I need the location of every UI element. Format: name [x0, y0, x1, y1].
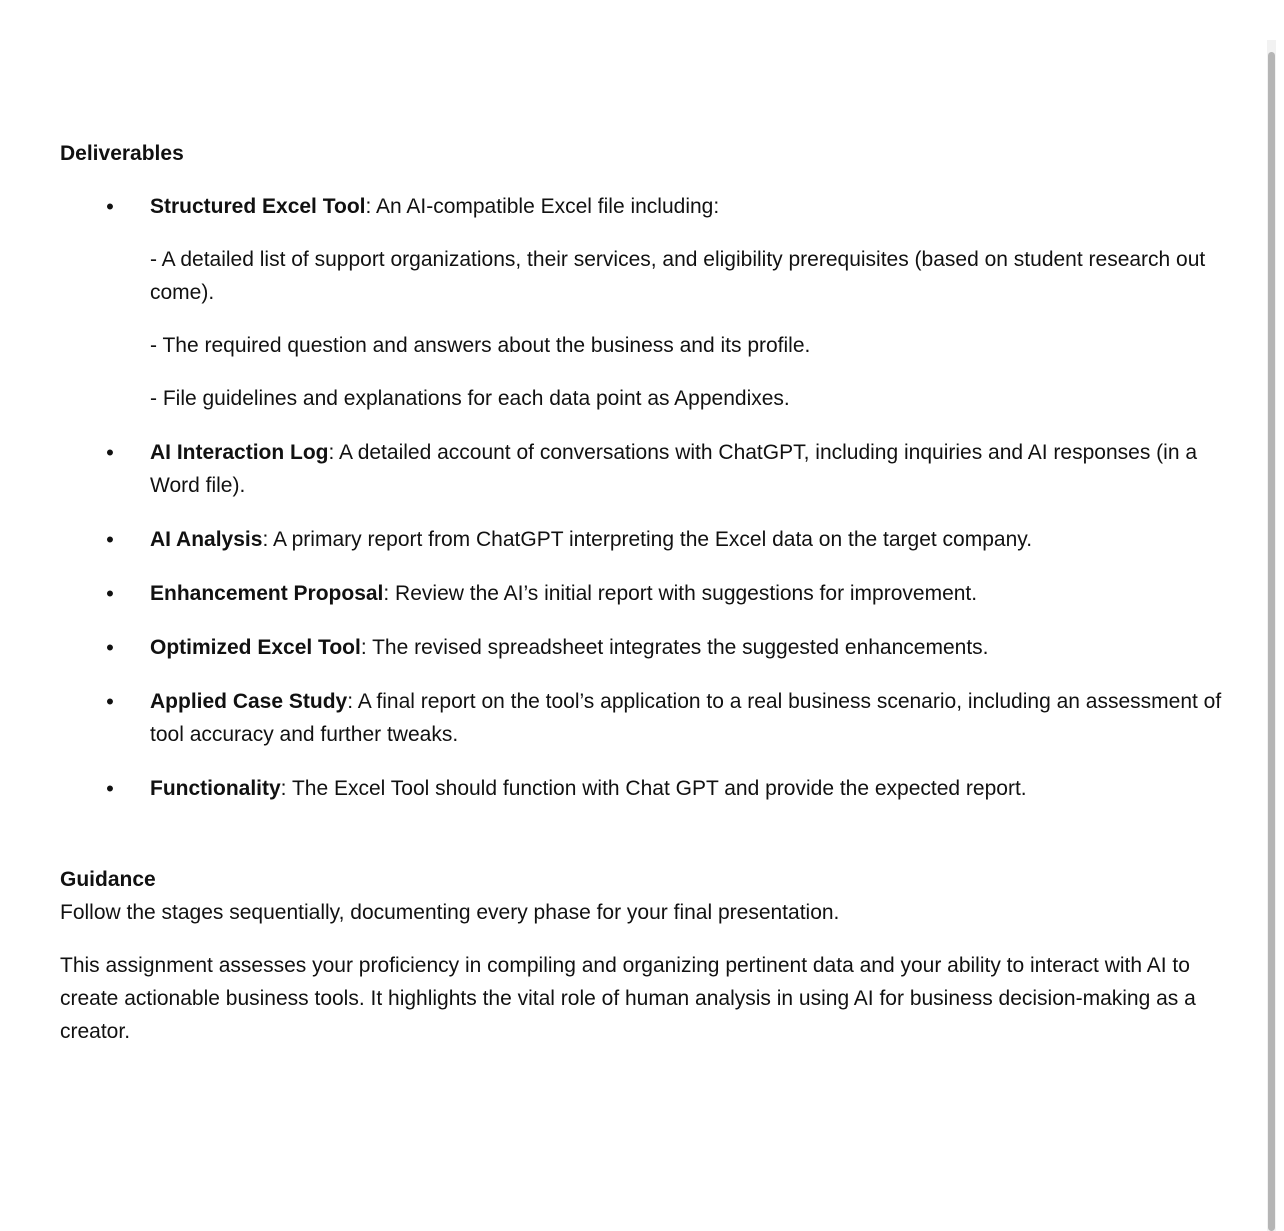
- list-item-text: : Review the AI’s initial report with suggestions for improvement.: [383, 582, 978, 605]
- deliverables-heading: Deliverables: [60, 142, 184, 165]
- list-item-term: Functionality: [150, 777, 281, 800]
- list-item-text: : A final report on the tool’s application to a real business scenario, including an assessment of tool accuracy and further tweaks.: [150, 690, 1222, 746]
- list-item-text: : The Excel Tool should function with Chat GPT and provide the expected report.: [280, 777, 1027, 800]
- list-item-text: : An AI-compatible Excel file including:: [365, 195, 720, 218]
- list-item-term: Applied Case Study: [150, 690, 348, 713]
- sub-item: - The required question and answers about the business and its profile.: [150, 334, 811, 357]
- sub-item: - A detailed list of support organizations, their services, and eligibility prerequisites (based on student research out come).: [150, 248, 1206, 304]
- list-item-term: AI Analysis: [150, 528, 263, 551]
- list-item: [60, 190, 1235, 415]
- bullet-icon: •: [106, 194, 114, 219]
- list-item: [60, 436, 1235, 502]
- list-item-term: Enhancement Proposal: [150, 582, 384, 605]
- list-item: [60, 685, 1235, 751]
- list-item-text: : The revised spreadsheet integrates the suggested enhancements.: [360, 636, 989, 659]
- list-item-term: Optimized Excel Tool: [150, 636, 361, 659]
- list-item: [60, 631, 1235, 664]
- bullet-icon: •: [106, 776, 114, 801]
- list-item-term: AI Interaction Log: [150, 441, 329, 464]
- list-item-term: Structured Excel Tool: [150, 195, 366, 218]
- deliverables-list: [60, 190, 1235, 805]
- guidance-section: [60, 863, 1235, 1048]
- bullet-icon: •: [106, 689, 114, 714]
- bullet-icon: •: [106, 440, 114, 465]
- document-body: [60, 137, 1235, 1048]
- bullet-icon: •: [106, 581, 114, 606]
- list-item: [60, 772, 1235, 805]
- list-item: [60, 523, 1235, 556]
- scrollbar-thumb[interactable]: [1268, 52, 1275, 1231]
- sub-list: [150, 243, 1235, 415]
- guidance-heading: Guidance: [60, 868, 156, 891]
- list-item-text: : A primary report from ChatGPT interpreting the Excel data on the target company.: [262, 528, 1033, 551]
- bullet-icon: •: [106, 635, 114, 660]
- guidance-paragraph: This assignment assesses your proficiency in compiling and organizing pertinent data and your ability to interact with AI to create actionable business tools. It highlights the vital role of human analysis in using AI for business decision-making as a creator.: [60, 954, 1196, 1043]
- list-item-text: : A detailed account of conversations with ChatGPT, including inquiries and AI responses (in a Word file).: [150, 441, 1198, 497]
- list-item: [60, 577, 1235, 610]
- bullet-icon: •: [106, 527, 114, 552]
- sub-item: - File guidelines and explanations for each data point as Appendixes.: [150, 387, 790, 410]
- guidance-line: Follow the stages sequentially, documenting every phase for your final presentation.: [60, 901, 840, 924]
